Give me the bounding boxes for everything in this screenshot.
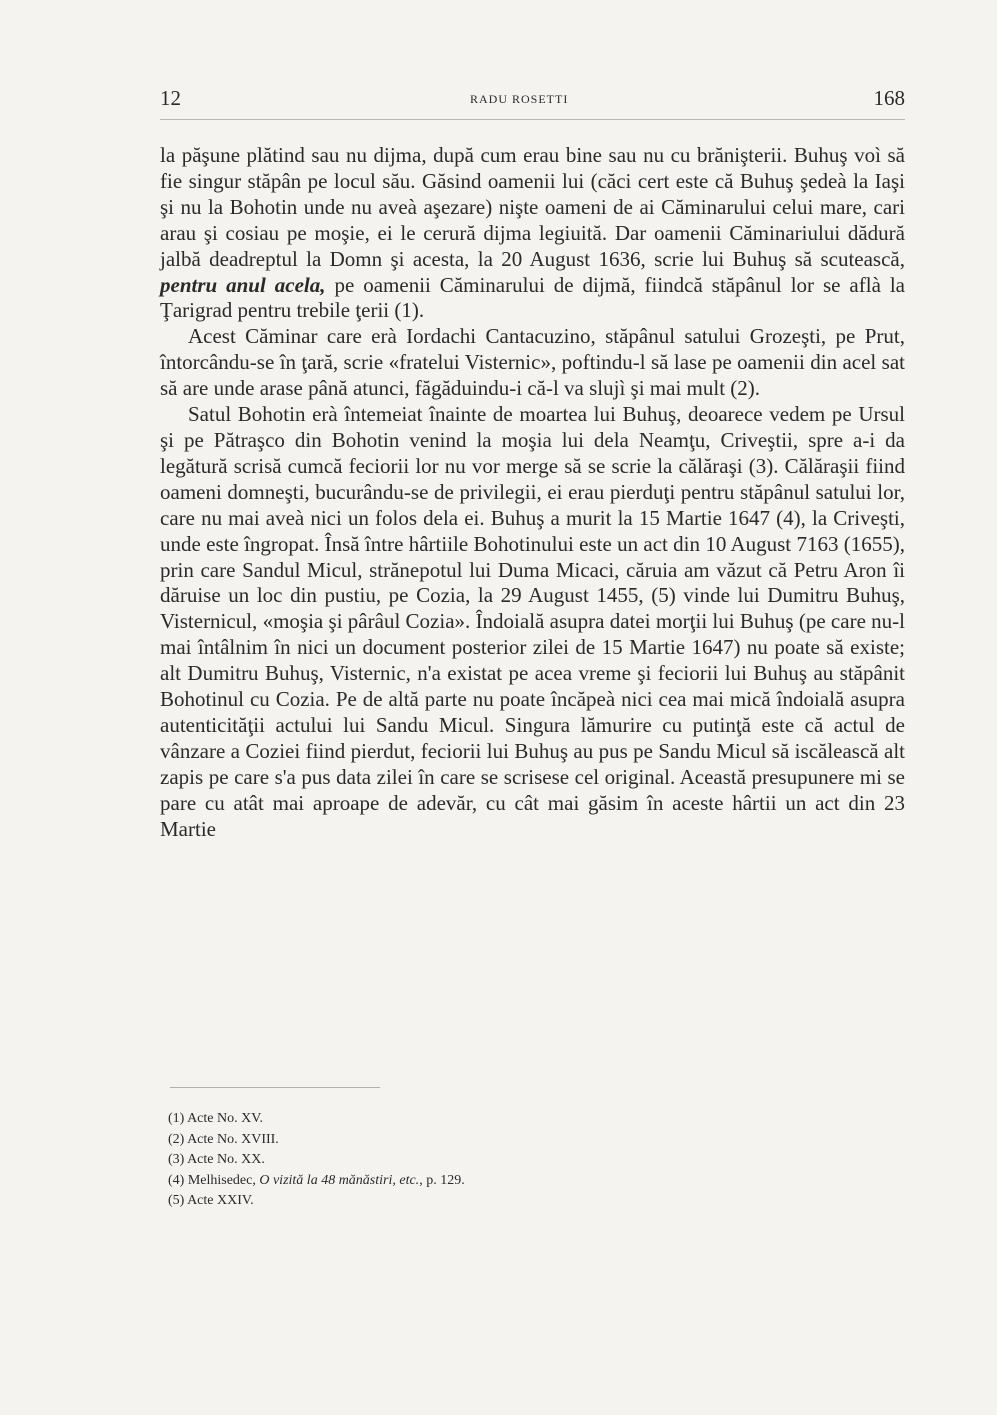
footnote-rule [170, 1087, 380, 1088]
footnote-mark: (4) [168, 1172, 185, 1188]
footnote-text: Acte No. XV. [187, 1111, 264, 1126]
footnote-mark: (5) [168, 1193, 185, 1208]
page-header [160, 86, 905, 116]
footnote-text: Acte No. XVIII. [187, 1131, 279, 1147]
page-number-left: 12 [160, 86, 181, 110]
footnote-1 [168, 1109, 808, 1130]
footnote-3 [168, 1150, 808, 1171]
header-rule [160, 119, 905, 120]
paragraph-3: Satul Bohotin erà întemeiat înainte de moartea lui Buhuş, deoarece vedem pe Ursul şi pe Pătraşco din Bohotin venind la moşia lui dela Neamţu, Criveştii, spre a-i da legătură scrisă cumcă feciorii lor nu vor merge să se scrie la călăraşi (3). Călăraşii fiind oameni domneşti, bucurându-se de privilegii, ei erau pierduţi pentru stăpânul satului lor, care nu mai aveà nici un folos dela ei. Buhuş a murit la 15 Martie 1647 (4), la Criveşti, unde este îngropat. Însă între hârtiile Bohotinului este un act din 10 August 7163 (1655), prin care Sandul Micul, strănepotul lui Duma Micaci, căruia am văzut că Petru Aron îi dăruise un loc din pustiu, pe Cozia, la 29 August 1455, (5) vinde lui Dumitru Buhuş, Visternicul, «moşia şi pârâul Cozia». Îndoială asupra datei morţii lui Buhuş (pe care nu-l mai întâlnim în nici un document posterior zilei de 15 Martie 1647) nu poate să existe; alt Dumitru Buhuş, Visternic, n'a existat pe acea vreme şi feciorii lui Buhuş au stăpânit Bohotinul cu Cozia. Pe de altă parte nu poate încăpeà nici cea mai mică îndoială asupra autenticităţii actului lui Sandu Micul. Singura lămurire cu putinţă este că actul de vânzare a Coziei fiind pierdut, feciorii lui Buhuş au pus pe Sandu Micul să iscălească alt zapis pe care s'a pus data zilei în care se scrisese cel original. Această presupunere mi se pare cu atât mai aproape de adevăr, cu cât mai găsim în aceste hârtii un act din 23 Martie [160, 402, 905, 841]
running-head: RADU ROSETTI [470, 92, 569, 106]
paragraph-1 [160, 143, 905, 324]
footnote-5 [168, 1191, 808, 1212]
main-text [160, 143, 905, 842]
footnote-mark: (3) [168, 1152, 185, 1167]
paragraph-2: Acest Căminar care erà Iordachi Cantacuzino, stăpânul satului Grozeşti, pe Prut, întorcându-se în ţară, scrie «fratelui Visternic», poftindu-l să lase pe oamenii din acel sat să are unde arase până atunci, făgăduindu-i că-l va slujì şi mai mult (2). [160, 324, 905, 401]
footnotes [168, 1109, 808, 1212]
footnote-text: Acte XXIV. [187, 1193, 254, 1208]
footnote-text-end: , p. 129. [419, 1172, 465, 1188]
paragraph-1-start: la păşune plătind sau nu dijma, după cum erau bine sau nu cu brănişterii. Buhuş voì să fie singur stăpân pe locul său. Găsind oamenii lui (căci cert este că Buhuş şedeà la Iaşi şi nu la Bohotin unde nu aveà aşezare) nişte oameni de ai Căminarului celui mare, cari arau şi cosiau pe moşie, ei le cerură dijma legiuită. Dar oamenii Căminariului dădură jalbă deadreptul la Domn şi acesta, la 20 August 1636, scrie lui Buhuş să scutească, [160, 143, 905, 271]
footnote-mark: (2) [168, 1131, 185, 1147]
footnote-mark: (1) [168, 1111, 185, 1126]
footnote-text-start: Melhisedec, [187, 1172, 260, 1188]
footnote-4 [168, 1171, 808, 1192]
page-number-right: 168 [873, 86, 905, 110]
paragraph-1-end: pe oamenii Căminarului de dijmă, fiindcă stăpânul lor se aflà la Ţarigrad pentru trebile ţerii (1). [160, 272, 905, 323]
paragraph-1-emphasis: pentru anul acela, [160, 272, 326, 297]
footnote-text: Acte No. XX. [187, 1152, 265, 1167]
footnote-2 [168, 1130, 808, 1151]
footnote-title: O vizită la 48 mănăstiri, etc. [259, 1172, 420, 1188]
